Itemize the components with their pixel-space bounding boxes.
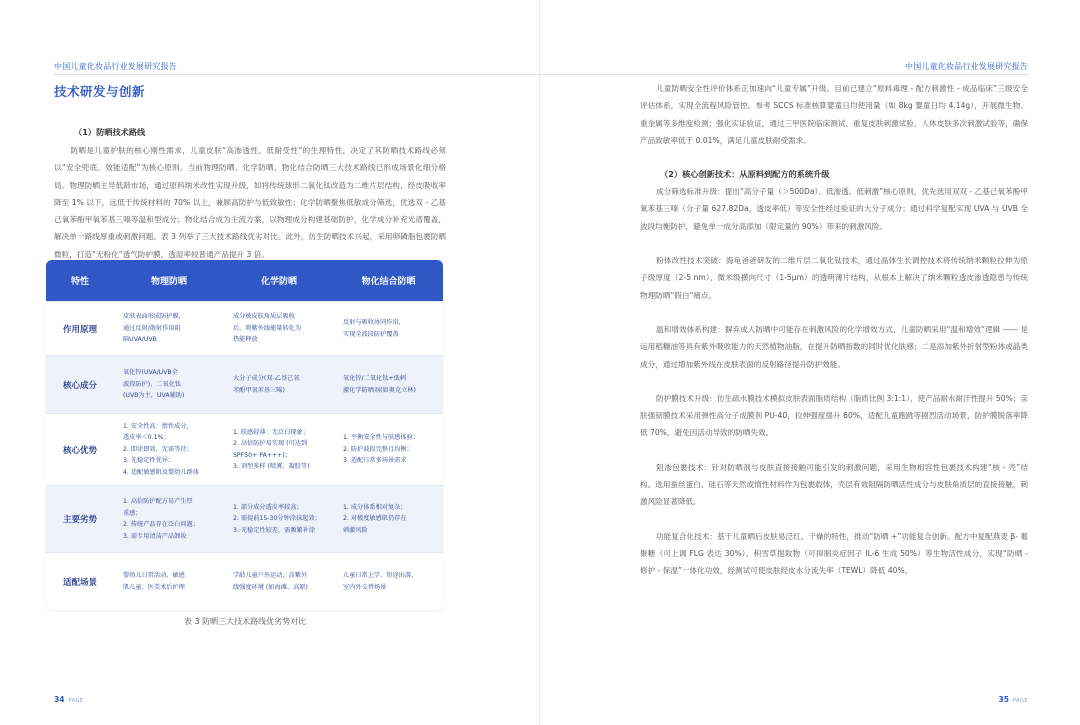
table-body [46, 301, 443, 610]
paragraph-ingredient-screening: 成分筛选标准升级：提出“高分子量（＞500Da）、低渗透、低刺激”核心原则，优先选用双双 - 乙基己氧苯酚甲氧苯基三嗪（分子量 627.82Da，透皮率低）等安全性经过验证的大分子成分；通过科学复配实现 UVA 与 UVB 全波段均衡防护，避免单一成分高添加（限定量的 90%）带来的刺激风险。 [640, 187, 1028, 231]
header-rule-left [54, 74, 540, 75]
header-rule-right [540, 74, 1028, 75]
paragraph-film-technology: 防护膜技术升级：仿生疏水膜技术模拟皮肤表面脂质结构（脂质比例 3:1:1），使产品耐水耐汗性提升 50%；亲肤强韧膜技术采用弹性高分子成膜剂 PU-40，拉伸强度提升 60%，适配儿童跑跳等剧烈活动场景，防护膜脱落率降低 70%，避免因活动导致的防晒失效。 [640, 393, 1028, 438]
row-label: 作用原理 [62, 324, 97, 335]
paragraph-mild-synergy: 温和增效体系构建：摒弃成人防晒中可能存在刺激风险的化学增效方式，儿童防晒采用“温和增效”逻辑 —— 是运用稻糠油等具有紫外吸收能力的天然植物油脂，在提升防晒指数的同时优化肤感；二是添加紫外折射型粉体或晶类成分，通过增加紫外线在皮肤表面的反射路径提升防护效能。 [640, 324, 1028, 369]
table-header-cell: 物化结合防晒 [361, 277, 416, 287]
right-body [640, 80, 1028, 597]
table-cell: 学龄儿童户外运动、高紫外 线强度环境 (如海滩、高原) [233, 572, 308, 591]
comparison-table [46, 260, 443, 610]
table-row [46, 355, 443, 413]
page-number-left: 34 PAGE [54, 695, 84, 704]
table-caption: 表 3 防晒三大技术路线优劣势对比 [183, 617, 307, 626]
table-header-cell: 特性 [70, 277, 89, 287]
subhead-core-innovation: （2）核心创新技术：从原料到配方的系统升级 [660, 169, 830, 180]
table-cell: 1. 安全性高：惰性成分， 透皮率＜0.1%； 2. 即涂即效，无需等待； 3. 光稳定性优异； 4. 适配敏感肌及婴幼儿群体 [123, 422, 199, 476]
paragraph-powder-modification: 粉体改性技术突破：海龟爸爸研发的二维片层二氧化钛技术，通过晶体生长调控技术将传统纳米颗粒拉伸为原子级厚度（2-5 nm）、微米级横向尺寸（1-5μm）的透明薄片结构，从根本上解决了纳米颗粒透皮渗透隐患与传统物理防晒“假白”痛点。 [640, 256, 1028, 300]
table-header-cell: 物理防晒 [150, 277, 187, 287]
paragraph-encapsulation: 阻渗包裹技术：针对防晒剂与皮肤直接接触可能引发的刺激问题，采用生物相容性包裹技术构建“核 - 壳”结构。选用蚕丝蛋白、硅石等天然或惰性材料作为包裹载体，壳层有效阻隔防晒活性成分与皮肤角质层的直接接触，刺激风险显著降低。 [640, 462, 1028, 507]
table-cell: 大分子成分(双-乙基己氧 苯酚甲氧苯基三嗪) [233, 375, 300, 394]
right-page [540, 0, 1080, 725]
table-cell: 皮肤表面形成防护膜， 通过反射/散射作用阻 隔UVA/UVB [123, 313, 185, 344]
table-cell: 1. 肤感轻薄：无泛白现象； 2. 高倍防护易实现 (可达到 SPF50+ PA+++)； 3. 剂型多样 (喷雾、凝胶等) [233, 428, 310, 470]
table-row [46, 485, 443, 552]
table-row [46, 552, 443, 610]
row-label: 主要劣势 [62, 515, 97, 525]
left-body [54, 124, 446, 263]
table-cell: 成分被皮肤角质层吸收 后，将紫外线能量转化为 热能释放 [233, 313, 302, 344]
row-label: 核心成分 [62, 380, 97, 391]
paragraph-sunscreen-routes: 防晒是儿童护肤的核心刚性需求，儿童皮肤“高渗透性、低耐受性”的生理特性，决定了其防晒技术路线必须以“安全兜底、效能适配”为核心原则。当前物理防晒、化学防晒、物化结合防晒三大技术路线已形成场景化细分格局。物理防晒主导低龄市场，通过原料纳米改性实现升级，如将传统球形二氧化钛改造为二维片层结构，经皮吸收率降至 1% 以下，远低于传统材料的 70% 以上，兼顾高防护与低致敏性；化学防晒聚焦低敏成分筛选，优选双 - 乙基己氧苯酚甲氧苯基三嗪等温和型成分；物化结合成为主流方案，以物理成分构建基础防护，化学成分补充光谱覆盖，解决单一路线厚重或刺激问题。表 3 列举了三大技术路线优劣对比。此外，仿生防晒技术兴起，采用卵磷脂包裹防晒微粒，打造“无粉化”透气防护膜，透湿率较普通产品提升 3 倍。 [54, 146, 446, 259]
subhead-sunscreen-routes: （1）防晒技术路线 [74, 127, 146, 137]
table-header-cell: 化学防晒 [260, 277, 297, 287]
table-cell: 1. 平衡安全性与肤感体验； 2. 防护波段完整且均衡； 3. 适配日常多场景需求 [343, 434, 419, 465]
table-cell: 氧化锌/二氧化钛+低刺 激化学防晒剂(如奥克立林) [343, 375, 416, 394]
running-head-right: 中国儿童化妆品行业发展研究报告 [905, 62, 1028, 71]
table-cell: 反射与吸收协同作用， 实现全波段防护覆盖 [343, 319, 405, 338]
table-header-row [46, 260, 443, 301]
table-cell: 1. 部分成分透皮率较高； 2. 需提前15-30分钟涂抹起效； 3. 光稳定性较差，需频繁补涂 [233, 503, 321, 534]
paragraph-functional-compound: 功能复合化技术：基于儿童晒后皮肤易泛红、干燥的特性，推动“防晒 +”功能复合创新。配方中复配燕麦 β- 葡聚糖（可上调 FLG 表达 30%）、积雪草提取物（可抑制炎症因子 IL-6 生成 50%）等生物活性成分，实现“防晒 - 修护 - 保湿”一体化功效，经测试可使皮肤经皮水分流失率（TEWL）降低 40%。 [640, 531, 1028, 576]
table-row [46, 301, 443, 355]
table-cell: 氧化锌(UVA/UVB全 波段防护)、二氧化钛 (UVB为主，UVA辅助) [123, 369, 185, 400]
table-cell: 1. 高倍防护配方易产生厚 重感； 2. 传统产品存在泛白问题； 3. 需专用清洁产品卸妆 [123, 498, 199, 540]
table-cell: 1. 成分体系相对复杂； 2. 对极度敏感肌仍存在 刺激风险 [343, 503, 407, 534]
row-label: 核心优势 [62, 445, 97, 456]
row-label: 适配场景 [62, 577, 97, 588]
table-cell: 婴幼儿日常活动、敏感 肌儿童、医美术后护理 [123, 572, 185, 591]
table-cell: 儿童日常上学、短途出游、 室内外交替场景 [343, 572, 418, 591]
paragraph-safety-evaluation: 儿童防晒安全性评价体系正加速向“儿童专属”升级。目前已建立“原料毒理 - 配方刺激性 - 成品临床”三级安全评估体系，实现全流程风险管控。参考 SCCS 标准核算婴童日均使用量（如 8kg 婴童日均 4.14g），开展微生物、重金属等多维度检测；强化实证验证，通过三甲医院临床测试、重复皮肤刺激试验、人体皮肤多次刺激试验等，确保产品致敏率低于 0.01%，满足儿童皮肤耐受需求。 [640, 84, 1028, 145]
page-number-right: 35 PAGE [998, 695, 1028, 704]
table-row [46, 413, 443, 485]
section-title: 技术研发与创新 [54, 84, 146, 99]
running-head-left: 中国儿童化妆品行业发展研究报告 [54, 62, 177, 71]
